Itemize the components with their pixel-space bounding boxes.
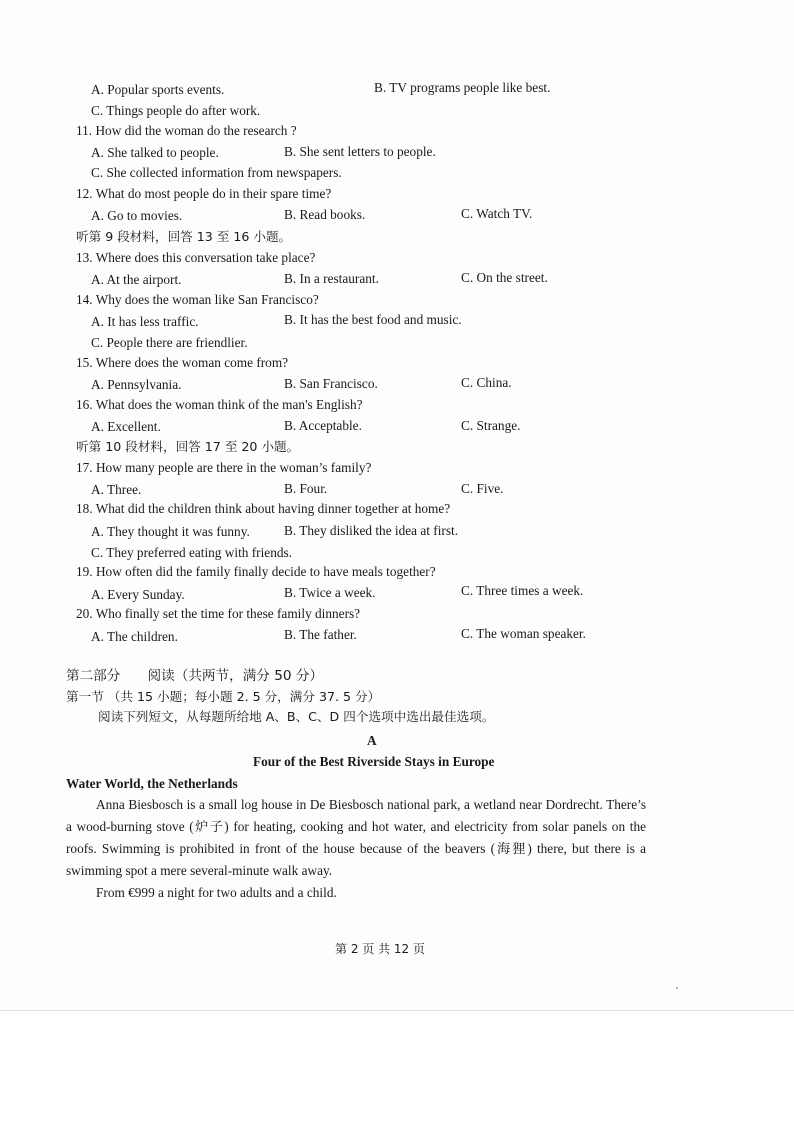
q16-stem: 16. What does the woman think of the man's English? (76, 397, 363, 412)
scan-speck (676, 987, 678, 989)
q19-option-c[interactable]: C. Three times a week. (461, 583, 584, 598)
q10-option-b[interactable]: B. TV programs people like best. (374, 80, 551, 95)
q15-option-c[interactable]: C. China. (461, 375, 512, 390)
subheading-water-world: Water World, the Netherlands (66, 776, 238, 791)
sheet-bottom-edge (0, 1010, 794, 1011)
q15-option-a[interactable]: A. Pennsylvania. (91, 377, 182, 392)
q17-option-a[interactable]: A. Three. (91, 482, 142, 497)
section1-heading: 第一节 （共 15 小题；每小题 2. 5 分，满分 37. 5 分） (66, 689, 381, 704)
page-footer: 第 2 页 共 12 页 (335, 942, 425, 956)
q11-option-a[interactable]: A. She talked to people. (91, 145, 219, 160)
q14-option-a[interactable]: A. It has less traffic. (91, 314, 199, 329)
q20-stem: 20. Who finally set the time for these family dinners? (76, 606, 361, 621)
q12-option-b[interactable]: B. Read books. (284, 207, 366, 222)
q19-stem: 19. How often did the family finally decide to have meals together? (76, 564, 436, 579)
q14-stem: 14. Why does the woman like San Francisco? (76, 292, 319, 307)
passage-title: Four of the Best Riverside Stays in Europe (253, 754, 495, 769)
q14-option-b[interactable]: B. It has the best food and music. (284, 312, 462, 327)
q14-option-c[interactable]: C. People there are friendlier. (91, 335, 248, 350)
q19-option-b[interactable]: B. Twice a week. (284, 585, 376, 600)
q10-option-c[interactable]: C. Things people do after work. (91, 103, 261, 118)
passage-paragraph-1: Anna Biesbosch is a small log house in De Biesbosch national park, a wetland near Dordrecht. There’s a wood-burning stove (炉子) for heating, cooking and hot water, and electricity from solar panels on the roofs. Swimming is prohibited in front of the house because of the beavers (海狸) there, but there is a swimming spot a mere several-minute walk away. (66, 797, 646, 878)
q13-option-c[interactable]: C. On the street. (461, 270, 548, 285)
part2-heading: 第二部分 阅读（共两节，满分 50 分） (66, 668, 324, 684)
reading-directions: 阅读下列短文，从每题所给地 A、B、C、D 四个选项中选出最佳选项。 (98, 709, 495, 724)
q13-stem: 13. Where does this conversation take place? (76, 250, 316, 265)
q20-option-b[interactable]: B. The father. (284, 627, 357, 642)
q10-option-a[interactable]: A. Popular sports events. (91, 82, 225, 97)
q11-option-b[interactable]: B. She sent letters to people. (284, 144, 436, 159)
q18-option-b[interactable]: B. They disliked the idea at first. (284, 523, 459, 538)
section-instruction-10: 听第 10 段材料，回答 17 至 20 小题。 (76, 439, 300, 454)
q12-option-a[interactable]: A. Go to movies. (91, 208, 183, 223)
passage-letter: A (367, 733, 377, 748)
q13-option-a[interactable]: A. At the airport. (91, 272, 182, 287)
q18-option-a[interactable]: A. They thought it was funny. (91, 524, 250, 539)
q15-option-b[interactable]: B. San Francisco. (284, 376, 378, 391)
passage-price-line: From €999 a night for two adults and a child. (96, 885, 337, 900)
q19-option-a[interactable]: A. Every Sunday. (91, 587, 185, 602)
section-instruction-9: 听第 9 段材料，回答 13 至 16 小题。 (76, 229, 292, 244)
q11-option-c[interactable]: C. She collected information from newspapers. (91, 165, 342, 180)
q20-option-c[interactable]: C. The woman speaker. (461, 626, 586, 641)
q17-stem: 17. How many people are there in the woman’s family? (76, 460, 372, 475)
q18-stem: 18. What did the children think about having dinner together at home? (76, 501, 451, 516)
q20-option-a[interactable]: A. The children. (91, 629, 178, 644)
q18-option-c[interactable]: C. They preferred eating with friends. (91, 545, 292, 560)
q16-option-a[interactable]: A. Excellent. (91, 419, 161, 434)
q12-stem: 12. What do most people do in their spare time? (76, 186, 332, 201)
q16-option-b[interactable]: B. Acceptable. (284, 418, 362, 433)
q11-stem: 11. How did the woman do the research ? (76, 123, 297, 138)
q12-option-c[interactable]: C. Watch TV. (461, 206, 533, 221)
q17-option-c[interactable]: C. Five. (461, 481, 504, 496)
q17-option-b[interactable]: B. Four. (284, 481, 328, 496)
q13-option-b[interactable]: B. In a restaurant. (284, 271, 379, 286)
q15-stem: 15. Where does the woman come from? (76, 355, 289, 370)
q16-option-c[interactable]: C. Strange. (461, 418, 521, 433)
